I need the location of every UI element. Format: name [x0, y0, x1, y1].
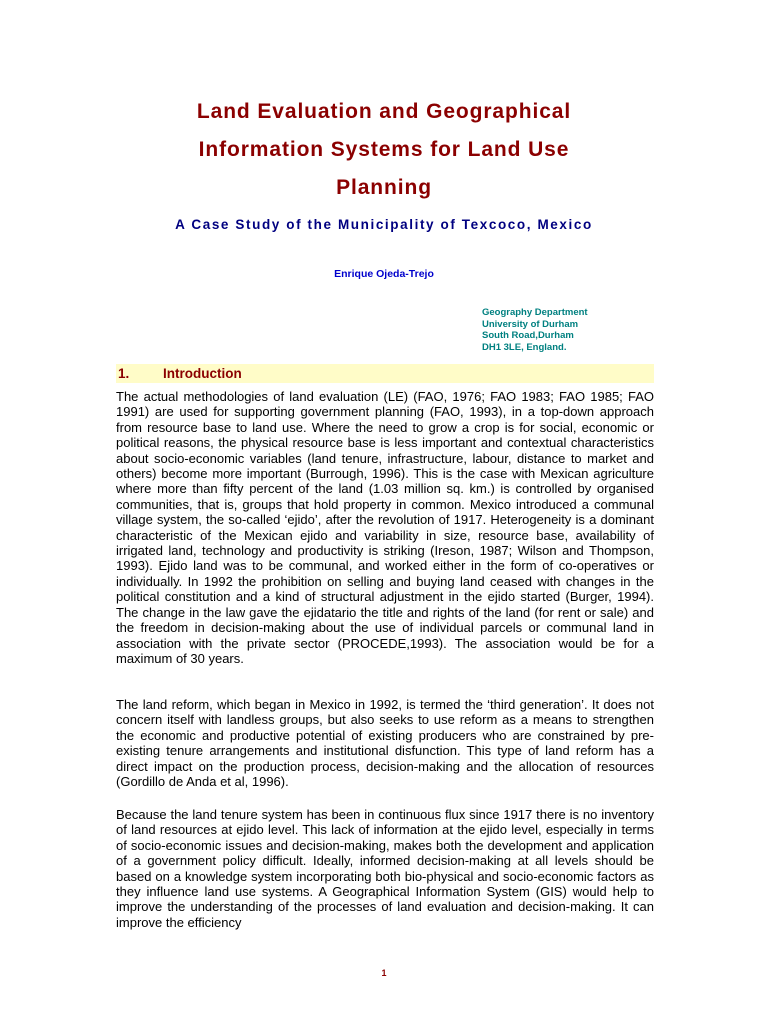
author-affiliation [482, 307, 588, 353]
section-title: Introduction [163, 366, 242, 381]
body-paragraph: Because the land tenure system has been in continuous flux since 1917 there is no inventory of land resources at ejido level. This lack of information at the ejido level, especially in terms of socio-economic issues and decision-making, makes both the development and application of a government policy difficult. Ideally, informed decision-making at all levels should be based on a knowledge system incorporating both bio-physical and socio-economic factors as they influence land use systems. A Geographical Information System (GIS) would help to improve the understanding of the processes of land evaluation and decision-making. It can improve the efficiency [116, 807, 654, 930]
affiliation-street: South Road,Durham [482, 330, 574, 341]
affiliation-university: University of Durham [482, 318, 579, 330]
page-number: 1 [381, 968, 387, 978]
section-number: 1. [118, 366, 130, 381]
title-line-3: Planning [336, 176, 432, 199]
paper-title [0, 93, 768, 207]
title-line-1: Land Evaluation and Geographical [196, 100, 572, 123]
author-name: Enrique Ojeda-Trejo [334, 268, 434, 280]
paper-subtitle: A Case Study of the Municipality of Texcoco, Mexico [175, 217, 593, 232]
affiliation-postcode: DH1 3LE, England. [482, 341, 567, 353]
body-paragraph: The actual methodologies of land evaluation (LE) (FAO, 1976; FAO 1983; FAO 1985; FAO 1991) are used for supporting government planning (FAO, 1993), in a top-down approach from resource base to land use. Where the need to grow a crop is for social, economic or political reasons, the physical resource base is less important and contextual characteristics about socio-economic variables (land tenure, infrastructure, labour, distance to market and others) become more important (Burrough, 1996). This is the case with Mexican agriculture where more than fifty percent of the land (1.03 million sq. km.) is controlled by organised communities, that is, groups that hold property in common. Mexico introduced a communal village system, the so-called ‘ejido’, after the revolution of 1917. Heterogeneity is a dominant characteristic of the Mexican ejido and variability in size, resource base, availability of irrigated land, technology and productivity is striking (Ireson, 1987; Wilson and Thompson, 1993). Ejido land was to be communal, and worked either in the form of co-operatives or individually. In 1992 the prohibition on selling and buying land ceased with changes in the political constitution and a kind of structural adjustment in the ejido started (Burger, 1994). The change in the law gave the ejidatario the title and rights of the land (for rent or sale) and the freedom in decision-making about the use of individual parcels or communal land in association with the private sector (PROCEDE,1993). The association would be for a maximum of 30 years. [116, 389, 654, 666]
affiliation-department: Geography Department [482, 307, 588, 318]
title-line-2: Information Systems for Land Use [198, 138, 570, 161]
section-heading-introduction [116, 364, 654, 383]
body-paragraph: The land reform, which began in Mexico in 1992, is termed the ‘third generation’. It does not concern itself with landless groups, but also seeks to use reform as a means to strengthen the economic and productive potential of existing producers who are constrained by pre-existing tenure arrangements and institutional disfunction. This type of land reform has a direct impact on the production process, decision-making and the allocation of resources (Gordillo de Anda et al, 1996). [116, 697, 654, 790]
